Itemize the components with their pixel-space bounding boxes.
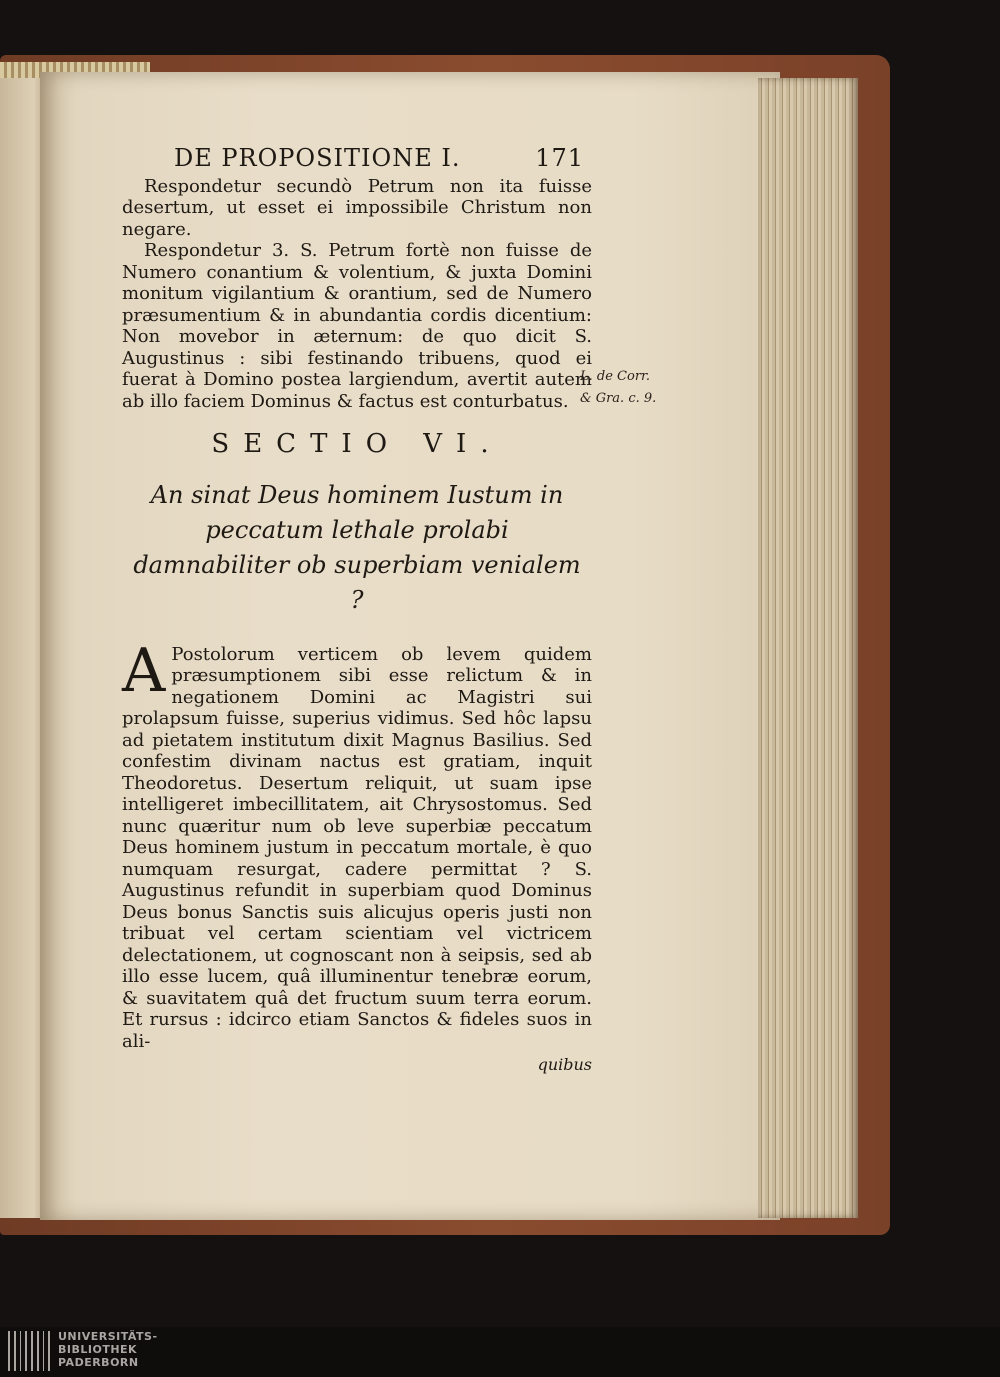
drop-initial: A (122, 635, 166, 706)
paragraph-apostolorum-text: Postolorum verticem ob levem quidem præsumptionem sibi esse relictum & in negationem Domini ac Magistri sui prolapsum fuisse, superius vidimus. Sed hôc lapsu ad pietatem institutum dixit Magnus Basilius. Sed confestim divinam nactus est gratiam, inquit Theodoretus. Desertum reliquit, ut suam ipse intelligeret imbecillitatem, ait Chrysostomus. Sed nunc quæritur num ob leve superbiæ peccatum Deus hominem justum in peccatum mortale, è quo numquam resurgat, cadere permittat ? S. Augustinus refundit in superbiam quod Dominus Deus bonus Sanctis suis alicujus operis justi non tribuat vel certam scientiam vel victricem delectationem, ut cognoscant non à seipsis, sed ab illo esse lucem, quâ illuminentur tenebræ eorum, & suavitatem quâ det fructum suum terra eorum. Et rursus : idcirco etiam Sanctos & fideles suos in ali- (122, 643, 592, 1052)
margin-note-line-2: & Gra. c. 9. (580, 391, 657, 406)
running-head-title: DE PROPOSITIONE I. (174, 144, 461, 172)
page-text-block (122, 144, 592, 1076)
library-name-line-2: BIBLIOTHEK (58, 1343, 138, 1356)
running-head (174, 144, 584, 172)
section-title: SECTIO VI. (211, 429, 503, 459)
page-number: 171 (535, 144, 584, 172)
section-question: An sinat Deus hominem Iustum in peccatum lethale prolabi damnabiliter ob superbiam venialem ? (133, 480, 581, 614)
library-name (58, 1330, 158, 1369)
paragraph-respondetur-secundo: Respondetur secundò Petrum non ita fuisse desertum, ut esset ei impossibile Christum non negare. (122, 175, 592, 240)
paragraph-respondetur-tertio: Respondetur 3. S. Petrum fortè non fuisse de Numero conantium & volentium, & juxta Domini monitum vigilantium & orantium, sed de Numero præsumentium & in abundantia cordis dicentium: Non movebor in æternum: de quo dicit S. Augustinus : sibi festinando tribuens, quod ei fuerat à Domino postea largiendum, avertit autem ab illo faciem Dominus & factus est conturbatus. (122, 240, 592, 412)
margin-note (580, 366, 690, 410)
library-name-line-3: PADERBORN (58, 1356, 139, 1369)
margin-note-line-1: L. de Corr. (580, 369, 650, 384)
library-logo-icon (8, 1331, 50, 1371)
catchword: quibus (537, 1055, 592, 1074)
library-name-line-1: UNIVERSITÄTS- (58, 1330, 158, 1343)
paragraph-apostolorum (122, 635, 592, 1053)
page-fore-edge (758, 78, 858, 1218)
